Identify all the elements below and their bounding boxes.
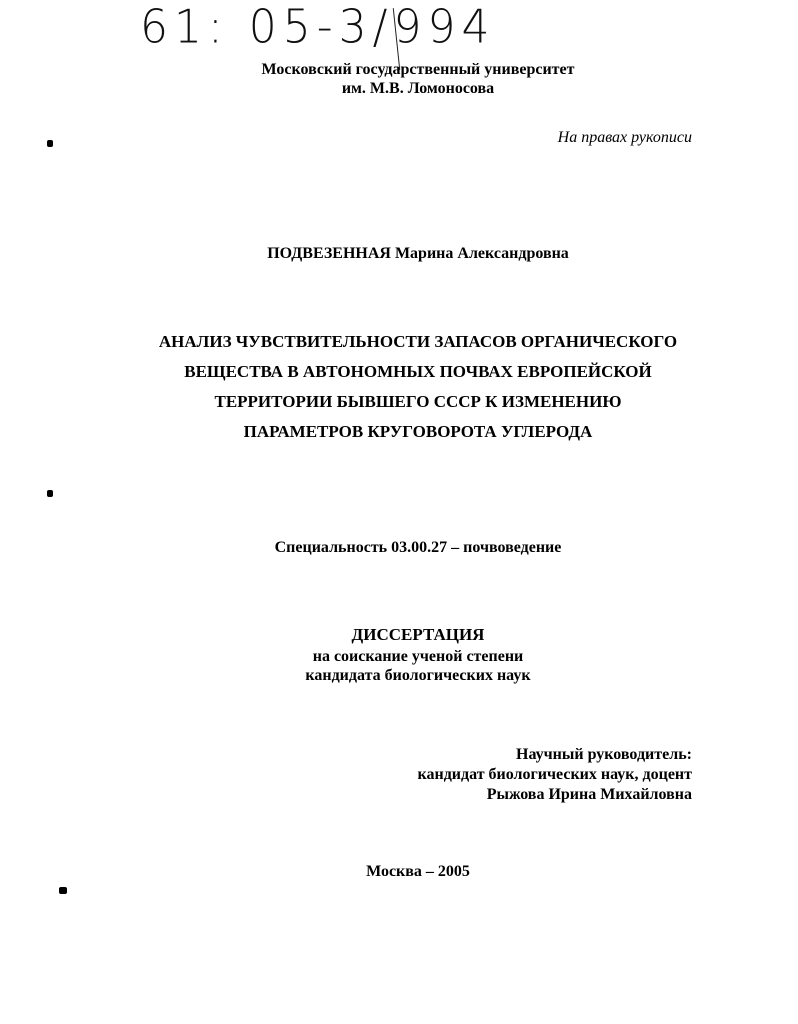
dissertation-heading: ДИССЕРТАЦИЯ (351, 625, 485, 644)
place-year: Москва – 2005 (366, 863, 470, 880)
scan-mark (47, 140, 53, 147)
degree-name: кандидата биологических наук (305, 667, 531, 684)
title-line-4: ПАРАМЕТРОВ КРУГОВОРОТА УГЛЕРОДА (243, 422, 593, 441)
scan-mark (47, 490, 53, 497)
author-name: ПОДВЕЗЕННАЯ Марина Александровна (267, 245, 569, 262)
title-line-3: ТЕРРИТОРИИ БЫВШЕГО СССР К ИЗМЕНЕНИЮ (214, 392, 622, 411)
university-named-after: им. М.В. Ломоносова (341, 80, 495, 97)
supervisor-label: Научный руководитель: (516, 746, 692, 763)
scan-mark (59, 887, 67, 894)
title-line-1: АНАЛИЗ ЧУВСТВИТЕЛЬНОСТИ ЗАПАСОВ ОРГАНИЧЕСКОГО (158, 332, 678, 351)
supervisor-degree: кандидат биологических наук, доцент (417, 766, 692, 783)
degree-purpose: на соискание ученой степени (312, 648, 524, 665)
manuscript-note: На правах рукописи (557, 129, 692, 146)
title-line-2: ВЕЩЕСТВА В АВТОНОМНЫХ ПОЧВАХ ЕВРОПЕЙСКОЙ (184, 362, 652, 381)
supervisor-name: Рыжова Ирина Михайловна (486, 786, 692, 803)
university-name: Московский государственный университет (261, 61, 575, 78)
handwritten-archive-code: 61: 05-3/994 (140, 0, 496, 55)
speciality: Специальность 03.00.27 – почвоведение (274, 539, 562, 556)
